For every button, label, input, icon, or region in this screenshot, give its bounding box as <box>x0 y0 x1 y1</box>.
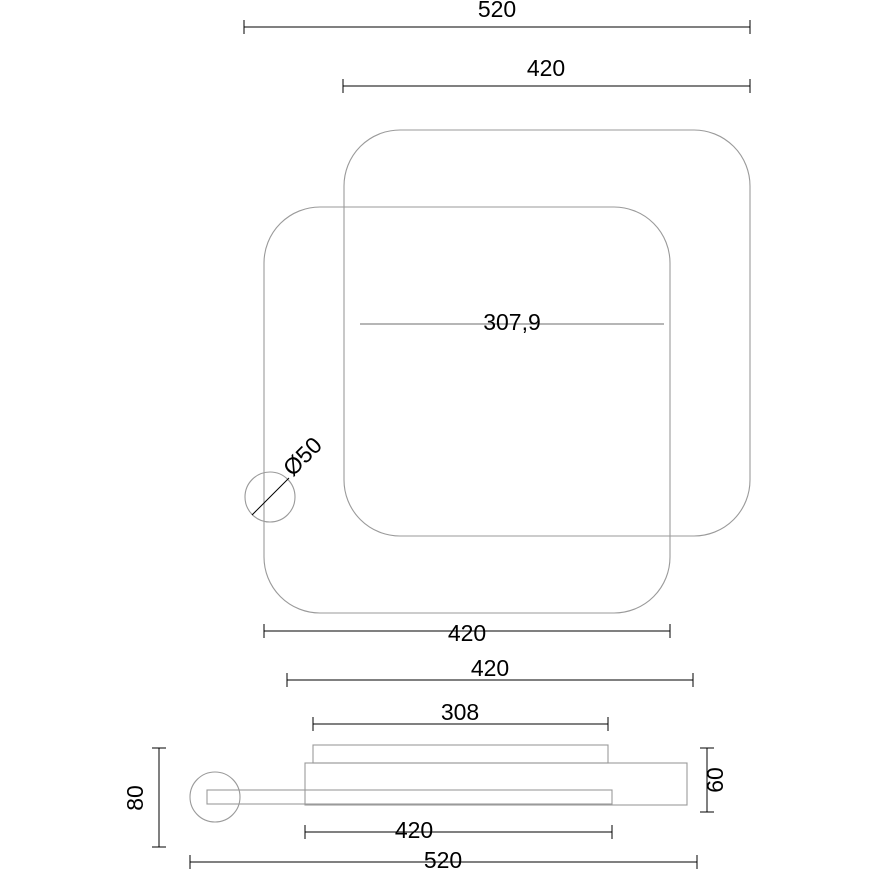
dimension-420-side-top <box>287 655 693 687</box>
dimension-80-left <box>122 748 166 847</box>
side-view-geometry <box>190 745 687 822</box>
dimension-label-307-9: 307,9 <box>483 309 541 335</box>
dimension-label-420-front-bottom: 420 <box>447 620 487 646</box>
side-stem-circle <box>190 772 240 822</box>
diameter-leader-line <box>252 478 289 515</box>
dimension-label-diameter-50: Ø50 <box>277 431 327 481</box>
dimension-60-right <box>700 748 728 812</box>
dimension-420-front-bottom <box>264 620 670 646</box>
dimension-label-420-side-lower: 420 <box>394 817 434 843</box>
dimension-label-520-bottom: 520 <box>423 847 463 873</box>
dimension-label-60: 60 <box>702 767 728 793</box>
side-back-plate <box>207 790 612 804</box>
dimension-520-bottom <box>190 847 697 873</box>
dimension-label-520-top: 520 <box>477 0 517 22</box>
dimension-label-420-top: 420 <box>526 55 566 81</box>
dimension-label-420-side-top: 420 <box>470 655 510 681</box>
dimension-520-top <box>244 0 750 34</box>
outer-rounded-square <box>264 207 670 613</box>
dimension-label-308: 308 <box>440 699 480 725</box>
front-view-geometry <box>245 130 750 613</box>
dimension-308 <box>313 699 608 731</box>
side-main-body <box>305 763 687 805</box>
side-inner-slab <box>313 745 608 763</box>
inner-rounded-square <box>344 130 750 536</box>
dimension-307-9 <box>483 309 541 335</box>
dimension-420-side-lower <box>305 817 612 843</box>
dimension-label-80: 80 <box>122 785 148 811</box>
dimension-420-top <box>343 55 750 93</box>
